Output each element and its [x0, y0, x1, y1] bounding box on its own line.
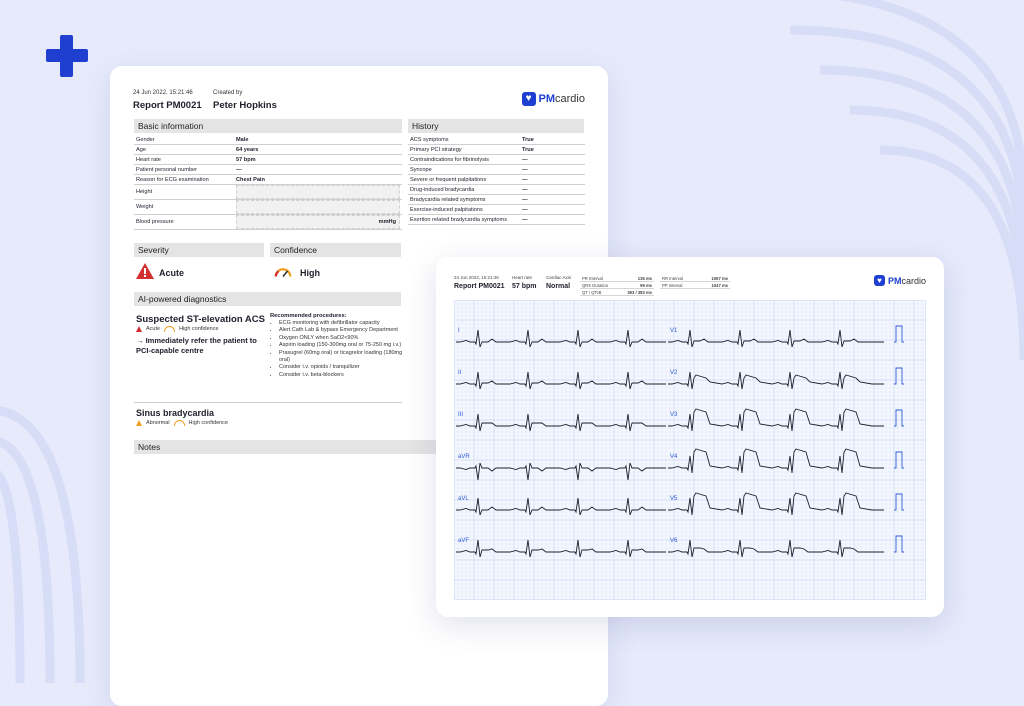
history-row: [408, 175, 585, 185]
ecg-card: [436, 257, 944, 617]
history-row-value: —: [520, 175, 585, 185]
confidence-value: High: [300, 268, 320, 278]
basic-info-row-value: —: [234, 165, 402, 175]
basic-info-row-label: Heart rate: [134, 155, 234, 165]
referral-instruction: → Immediately refer the patient to PCI-capable centre: [136, 336, 257, 355]
bp-row: Blood pressure mmHg: [134, 215, 402, 230]
lead-label: V4: [670, 454, 678, 460]
history-row: [408, 155, 585, 165]
report-id: Report PM0021: [133, 100, 202, 111]
history-row-label: Syncope: [408, 165, 520, 175]
ecg-date: 24 Jun 2022, 15:21:46: [454, 275, 499, 280]
basic-info-row-value: Male: [234, 135, 402, 145]
heart-logo-icon: ♥: [874, 275, 885, 286]
history-row-value: —: [520, 165, 585, 175]
basic-info-row: [134, 165, 402, 175]
history-row-label: Severe or frequent palpitations: [408, 175, 520, 185]
history-row-value: —: [520, 205, 585, 215]
procedure-item: • Oxygen ONLY when SaO2<90%: [279, 335, 411, 342]
interval-row: [580, 289, 654, 296]
procedure-item: • Aspirin loading (150-300mg oral or 75-250 mg i.v.): [279, 342, 411, 349]
interval-row-label: QT / QTcB: [580, 289, 618, 296]
history-row: [408, 135, 585, 145]
history-row: [408, 205, 585, 215]
diagnosis-title: Suspected ST-elevation ACS: [136, 314, 265, 325]
interval-table-2: [660, 275, 730, 289]
plus-logo-icon: [46, 35, 88, 77]
interval-row-label: RR Interval: [660, 275, 698, 282]
interval-row: [580, 282, 654, 289]
lead-label: V5: [670, 496, 678, 502]
sinus-diagnosis-tags: Abnormal High confidence: [136, 420, 228, 426]
divider: [134, 402, 402, 403]
lead-label: V1: [670, 328, 678, 334]
history-row: [408, 145, 585, 155]
height-row: Height: [134, 185, 402, 200]
basic-info-row: [134, 135, 402, 145]
diagnosis-tags: Acute High confidence: [136, 326, 219, 332]
lead-label: V6: [670, 538, 678, 544]
history-row-value: —: [520, 185, 585, 195]
interval-row: [660, 282, 730, 289]
history-row-label: Bradycardia related symptoms: [408, 195, 520, 205]
sinus-diagnosis-title: Sinus bradycardia: [136, 408, 215, 418]
ecg-grid: [454, 300, 926, 600]
history-row-value: True: [520, 145, 585, 155]
procedures-heading: Recommended procedures:: [270, 313, 347, 319]
warning-icon: [136, 263, 154, 279]
procedure-item: • Consider i.v. beta-blockers: [279, 372, 411, 379]
pmcardio-logo: ♥ PM cardio: [874, 275, 926, 286]
bp-unit: mmHg: [378, 219, 396, 225]
basic-info-row-label: Gender: [134, 135, 234, 145]
heart-rate-value: 57 bpm: [512, 283, 537, 290]
confidence-gauge-icon: [174, 420, 185, 426]
history-row-label: Contraindications for fibrinolysis: [408, 155, 520, 165]
procedures-list: [270, 320, 411, 379]
lead-label: V3: [670, 412, 678, 418]
basic-info-table: [134, 135, 402, 230]
procedure-item: • Consider i.v. opioids / tranquilizer: [279, 364, 411, 371]
history-row-value: —: [520, 195, 585, 205]
gauge-icon: [274, 264, 292, 280]
abnormal-icon: [136, 420, 142, 426]
heart-logo-icon: ♥: [522, 92, 536, 106]
acute-icon: [136, 326, 142, 332]
procedure-item: • Alert Cath Lab & bypass Emergency Department: [279, 327, 411, 334]
severity-heading: Severity: [134, 243, 264, 257]
history-heading: History: [408, 119, 584, 133]
confidence-heading: Confidence: [270, 243, 401, 257]
interval-row-label: PP Interval: [660, 282, 698, 289]
basic-info-row: [134, 155, 402, 165]
basic-info-row-label: Age: [134, 145, 234, 155]
interval-row-value: 1067 ms: [698, 275, 730, 282]
interval-row-value: 136 ms: [618, 275, 654, 282]
lead-label: II: [458, 370, 462, 376]
interval-row-value: 99 ms: [618, 282, 654, 289]
history-row-label: Primary PCI strategy: [408, 145, 520, 155]
history-row-value: —: [520, 155, 585, 165]
interval-row-label: QRS Duration: [580, 282, 618, 289]
lead-label: III: [458, 412, 464, 418]
interval-row-value: 1047 ms: [698, 282, 730, 289]
basic-info-row: [134, 175, 402, 185]
blood-pressure-input[interactable]: [236, 215, 400, 229]
notes-heading: Notes: [134, 440, 448, 454]
severity-value: Acute: [159, 268, 185, 278]
cardiac-axis-value: Normal: [546, 283, 571, 290]
report-author: Peter Hopkins: [213, 100, 277, 111]
created-by-label: Created by: [213, 90, 243, 96]
basic-info-row-label: Patient personal number: [134, 165, 234, 175]
history-row-label: Drug-induced bradycardia: [408, 185, 520, 195]
history-row-value: True: [520, 135, 585, 145]
interval-table: [580, 275, 654, 296]
lead-label: aVL: [458, 496, 469, 502]
basic-info-row-value: 64 years: [234, 145, 402, 155]
history-table: [408, 135, 585, 225]
ai-diagnostics-heading: AI-powered diagnostics: [134, 292, 401, 306]
history-row-label: Exercise-induced palpitations: [408, 205, 520, 215]
history-row-label: ACS symptoms: [408, 135, 520, 145]
ecg-report-id: Report PM0021: [454, 283, 505, 290]
procedure-item: • ECG monitoring with defibrillator capacity: [279, 320, 411, 327]
history-row: [408, 165, 585, 175]
cardiac-axis-label: Cardiac Axis: [546, 275, 572, 280]
confidence-gauge-icon: [164, 326, 175, 332]
basic-info-row: [134, 145, 402, 155]
history-row: [408, 215, 585, 225]
basic-info-heading: Basic information: [134, 119, 402, 133]
interval-row-value: 393 / 383 ms: [618, 289, 654, 296]
lead-label: aVF: [458, 538, 470, 544]
pmcardio-logo: ♥ PM cardio: [522, 92, 585, 106]
basic-info-row-label: Reason for ECG examination: [134, 175, 234, 185]
basic-info-row-value: Chest Pain: [234, 175, 402, 185]
report-date: 24 Jun 2022, 15:21:46: [133, 90, 193, 96]
history-row: [408, 195, 585, 205]
interval-row-label: PR Interval: [580, 275, 618, 282]
lead-label: aVR: [458, 454, 470, 460]
weight-row: Weight: [134, 200, 402, 215]
history-row: [408, 185, 585, 195]
history-row-label: Exertion related bradycardia symptoms: [408, 215, 520, 225]
procedure-item: • Prasugrel (60mg oral) or ticagrelor loading (180mg oral): [279, 350, 411, 365]
lead-label: V2: [670, 370, 678, 376]
lead-label: I: [458, 328, 460, 334]
weight-input[interactable]: [236, 200, 400, 214]
history-row-value: —: [520, 215, 585, 225]
basic-info-row-value: 57 bpm: [234, 155, 402, 165]
height-input[interactable]: [236, 185, 400, 199]
heart-rate-label: Heart rate: [512, 275, 533, 280]
